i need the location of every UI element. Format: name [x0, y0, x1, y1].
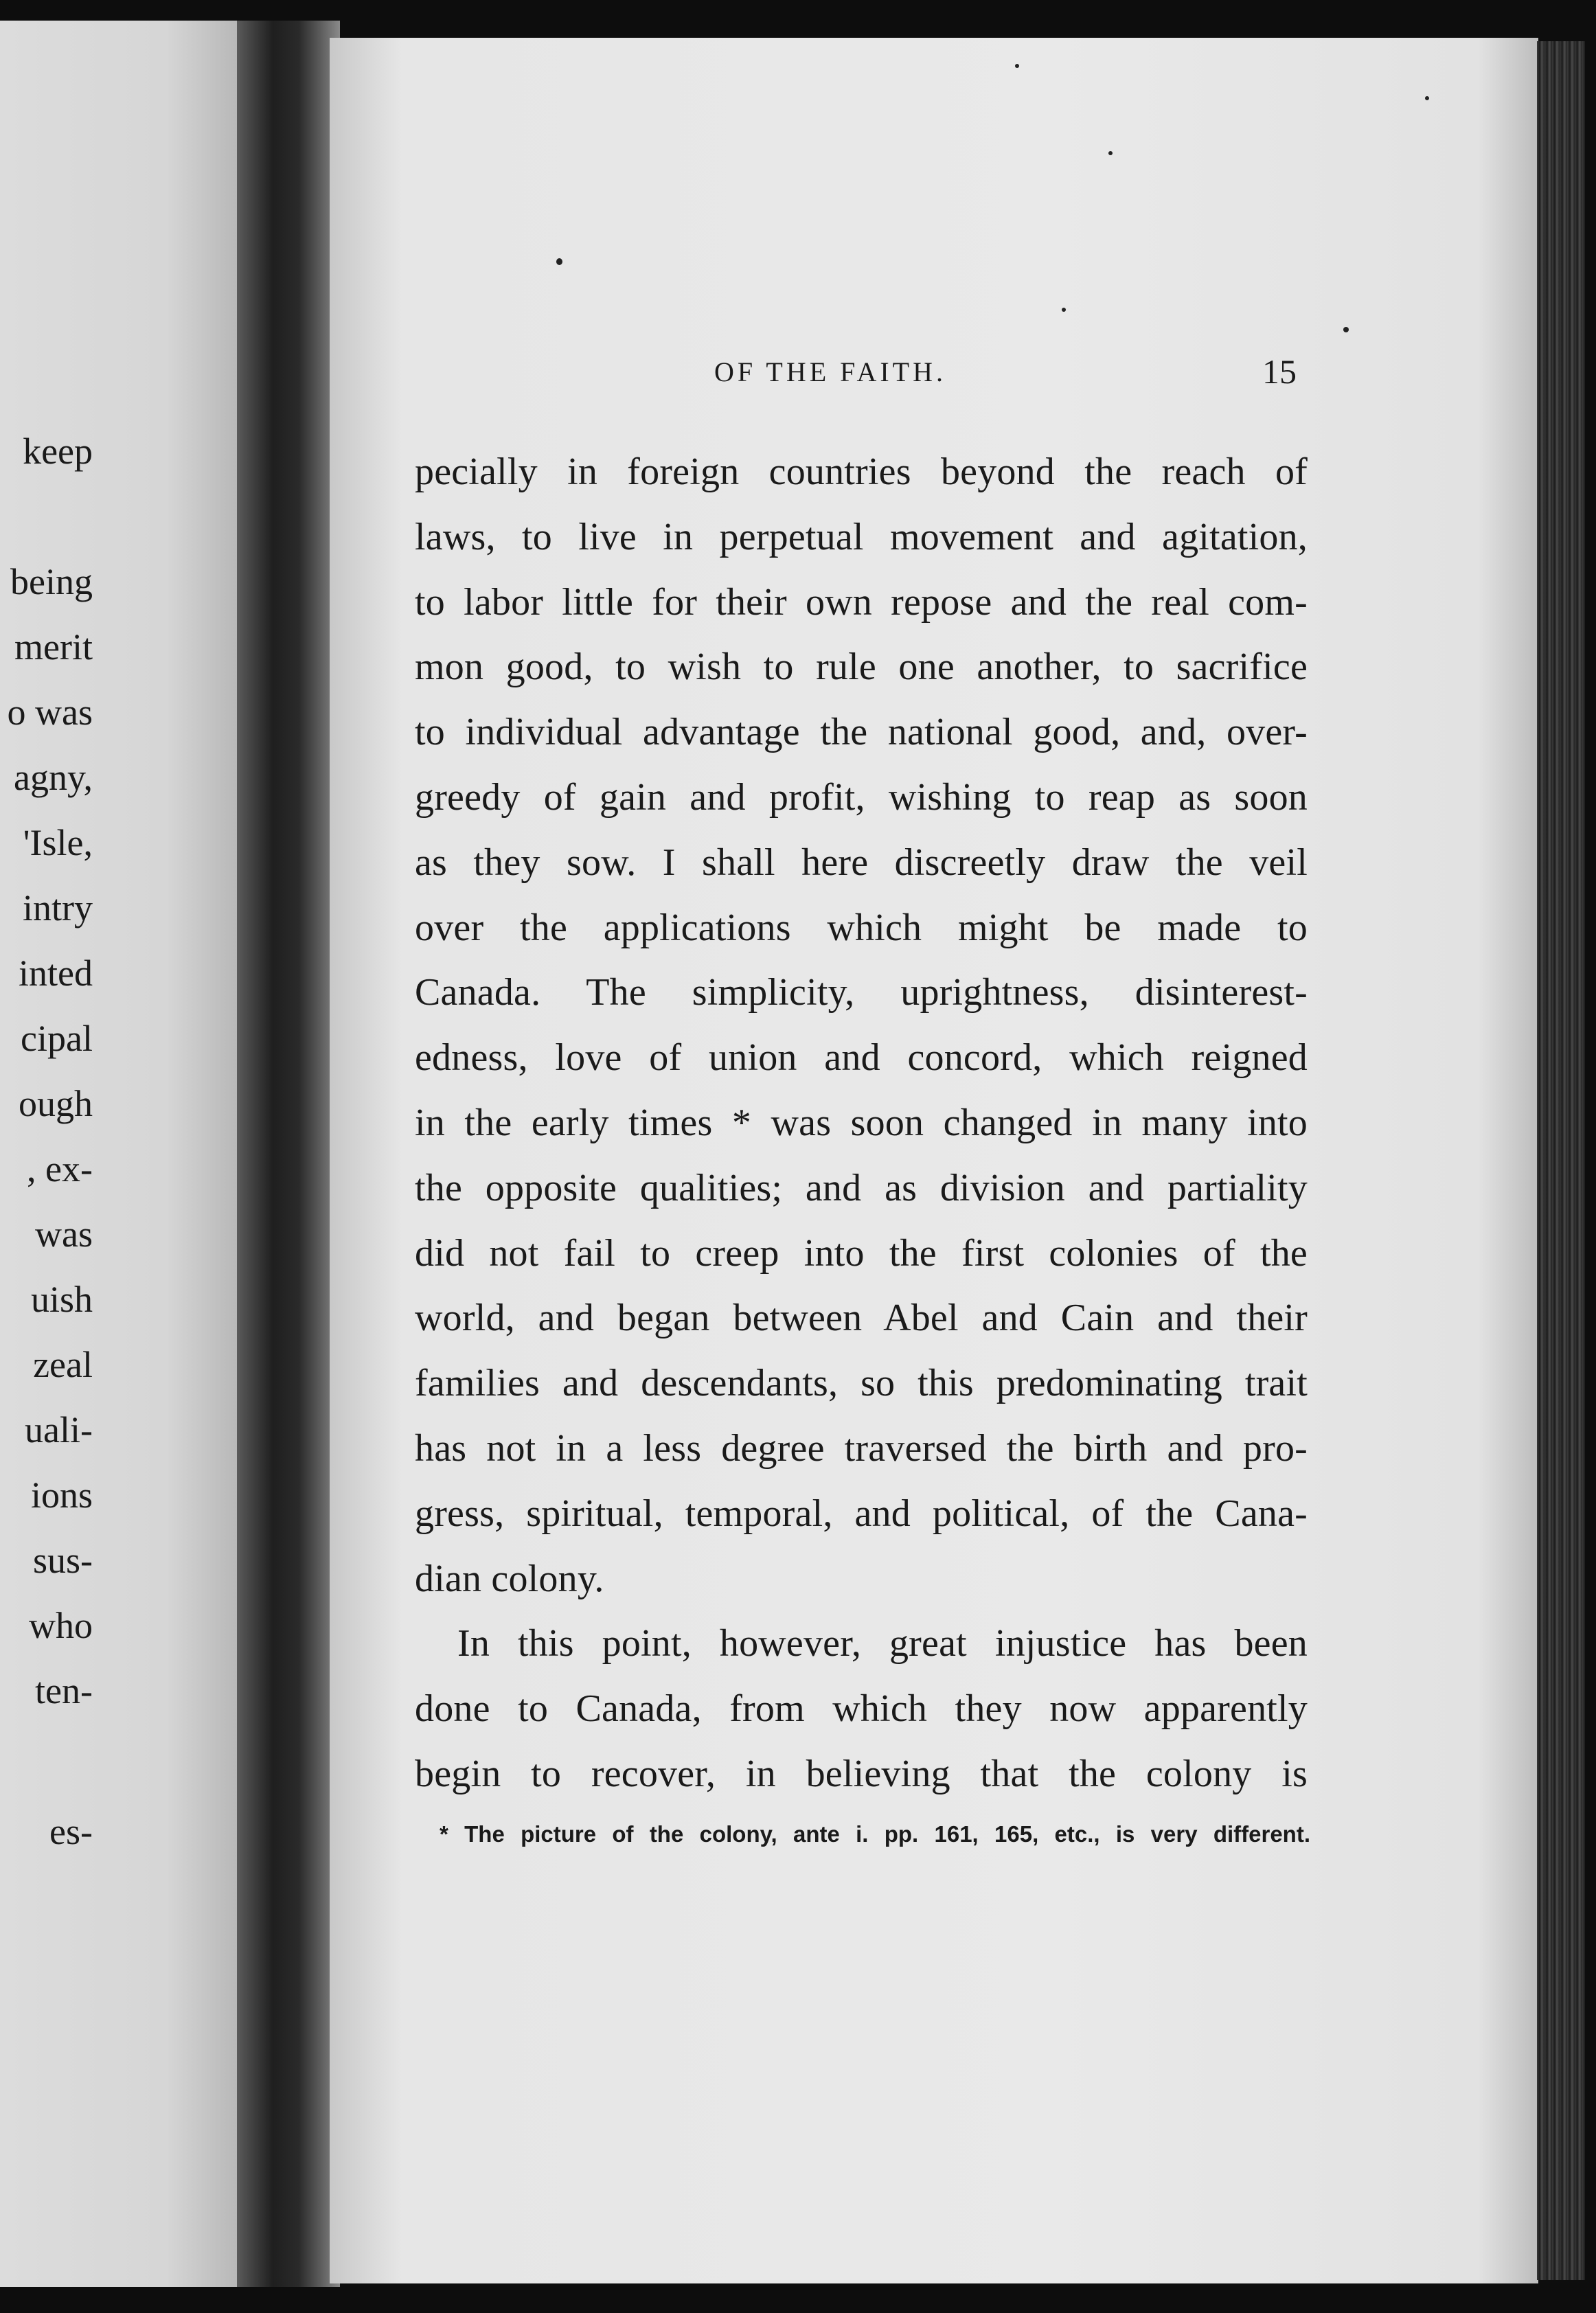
footnote: * The picture of the colony, ante i. pp. 161, 165, etc., is very different. [440, 1821, 1310, 1847]
text-line: as they sow. I shall here discreetly draw the veil [415, 841, 1308, 884]
scan-speck [1425, 96, 1429, 100]
scan-speck [1062, 308, 1066, 312]
text-line: families and descendants, so this predominating trait [415, 1362, 1308, 1405]
facing-page-line: 'Isle, [23, 822, 93, 863]
facing-page-line: cipal [21, 1018, 93, 1059]
facing-page-text [0, 21, 237, 2287]
text-line: the opposite qualities; and as division and partiality [415, 1166, 1308, 1209]
text-line: done to Canada, from which they now apparently [415, 1687, 1308, 1731]
facing-page-line: inted [19, 953, 93, 994]
text-line: has not in a less degree traversed the birth and pro- [415, 1426, 1308, 1470]
scan-speck [1015, 64, 1019, 68]
text-line: laws, to live in perpetual movement and agitation, [415, 515, 1308, 558]
text-line: gress, spiritual, temporal, and political, of the Cana- [415, 1492, 1308, 1535]
scan-speck [1343, 327, 1349, 332]
text-line: edness, love of union and concord, which reigned [415, 1036, 1308, 1080]
text-line: did not fail to creep into the first colonies of the [415, 1231, 1308, 1275]
facing-page-line: who [29, 1605, 93, 1646]
text-line: world, and began between Abel and Cain and their [415, 1297, 1308, 1340]
facing-page-line: was [35, 1214, 93, 1255]
facing-page-line: being [10, 561, 93, 602]
paragraph-first-line: In this point, however, great injustice has been [457, 1622, 1308, 1665]
facing-page-line: keep [23, 431, 93, 472]
page-number: 15 [1262, 352, 1297, 391]
facing-page-line: merit [14, 626, 93, 668]
scan-speck [556, 258, 562, 265]
book-gutter [237, 21, 340, 2287]
facing-page-line: es- [49, 1811, 93, 1852]
text-line: dian colony. [415, 1557, 604, 1600]
text-line: to labor little for their own repose and the real com- [415, 580, 1308, 624]
text-line: over the applications which might be made to [415, 906, 1308, 949]
text-line: pecially in foreign countries beyond the reach of [415, 451, 1308, 493]
text-line: begin to recover, in believing that the colony is [415, 1752, 1308, 1795]
facing-page-line: ions [30, 1474, 93, 1516]
facing-page-line: o was [7, 692, 93, 733]
facing-page-line: zeal [33, 1344, 93, 1385]
facing-page-line: uish [30, 1279, 93, 1320]
text-line: Canada. The simplicity, uprightness, disinterest- [415, 971, 1308, 1014]
facing-page [0, 21, 237, 2287]
facing-page-line: sus- [32, 1540, 93, 1581]
facing-page-line: , ex- [27, 1148, 93, 1189]
running-head: OF THE FAITH. [714, 356, 946, 387]
facing-page-line: intry [23, 887, 93, 928]
text-line: mon good, to wish to rule one another, to sacrifice [415, 646, 1308, 689]
scan-speck [1108, 151, 1113, 155]
text-line: greedy of gain and profit, wishing to reap as soon [415, 775, 1308, 819]
facing-page-line: agny, [14, 757, 93, 798]
body-text [415, 440, 1308, 1807]
text-line: in the early times * was soon changed in many into [415, 1101, 1308, 1144]
facing-page-line: uali- [25, 1409, 93, 1450]
text-line: to individual advantage the national good, and, over- [415, 711, 1308, 754]
facing-page-line: ough [19, 1083, 93, 1124]
facing-page-line: ten- [35, 1670, 93, 1711]
page-edges [1537, 41, 1585, 2280]
